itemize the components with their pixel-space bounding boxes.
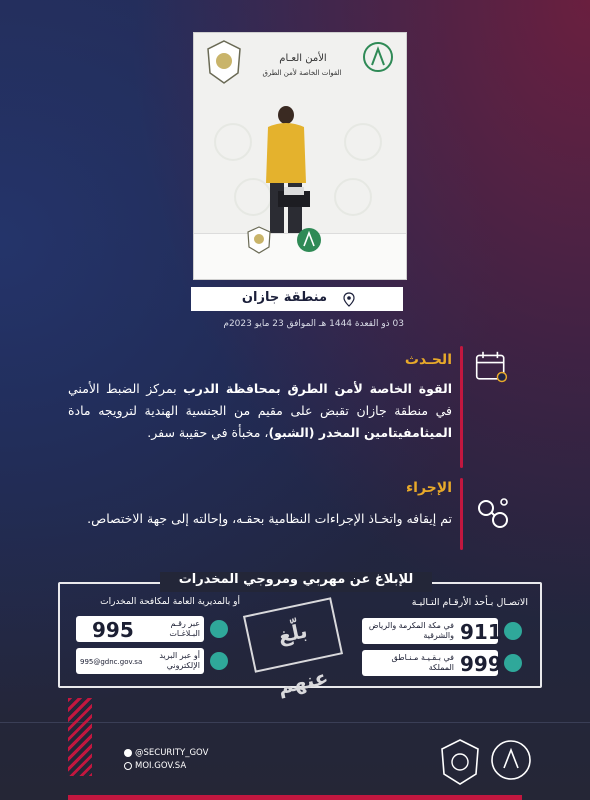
gdnc-number-value: 995 bbox=[92, 618, 134, 642]
bottom-accent-bar bbox=[68, 795, 522, 800]
photo-header-subtitle: القوات الخاصة لأمن الطرق bbox=[262, 69, 342, 77]
decorative-hatch bbox=[68, 698, 92, 776]
handcuffs-icon bbox=[474, 494, 514, 534]
action-divider bbox=[460, 478, 463, 550]
email-icon bbox=[210, 652, 228, 670]
photo-header-title: الأمن العـام bbox=[279, 53, 327, 64]
suspect-figure bbox=[256, 105, 316, 235]
watermark-emblem-icon bbox=[334, 178, 372, 216]
phone-icon bbox=[210, 620, 228, 638]
event-text-2: ، مخبأة في حقيبة سفر. bbox=[147, 425, 269, 440]
desk-emblem-icon bbox=[294, 225, 324, 255]
hotline-999[interactable] bbox=[362, 650, 502, 676]
news-photo bbox=[193, 32, 407, 280]
globe-icon bbox=[124, 762, 132, 770]
contact-box-title: للإبلاغ عن مهربي ومروجي المخدرات bbox=[160, 572, 432, 592]
phone-icon bbox=[504, 654, 522, 672]
seized-items-icon bbox=[274, 185, 314, 209]
twitter-icon bbox=[124, 749, 132, 757]
calendar-icon bbox=[474, 350, 510, 386]
website-text: MOI.GOV.SA bbox=[135, 761, 187, 771]
contact-left-heading: الاتصـال بـأحد الأرقـام التـاليـة bbox=[411, 597, 528, 608]
hotline-label: في بـقـيـة مـنـاطق المملكة bbox=[391, 653, 454, 672]
gdnc-number-label: عبر رقـم البـلاغـات bbox=[169, 619, 200, 638]
event-text-1: بمركز الضبط الأمني في منطقة جازان تقبض على مقيم من الجنسية الهندية لترويجه مادة bbox=[68, 381, 452, 418]
twitter-handle-text: @SECURITY_GOV bbox=[135, 748, 209, 758]
hotline-911[interactable] bbox=[362, 618, 502, 644]
action-title: الإجراء bbox=[406, 480, 452, 496]
website-link[interactable] bbox=[124, 761, 186, 771]
watermark-emblem-icon bbox=[214, 123, 252, 161]
event-bold-lead: القوة الخاصة لأمن الطرق بمحافظة الدرب bbox=[183, 381, 452, 396]
public-security-logo-icon bbox=[438, 738, 482, 786]
hotline-number: 999 bbox=[460, 652, 502, 676]
location-bar bbox=[191, 287, 403, 311]
gdnc-number[interactable] bbox=[76, 616, 204, 642]
event-bold-drug: الميثامفيتامين المخدر (الشبو) bbox=[268, 425, 452, 440]
gdnc-email[interactable] bbox=[76, 648, 204, 674]
security-badge-icon bbox=[204, 39, 244, 85]
hotline-number: 911 bbox=[460, 620, 502, 644]
location-pin-icon bbox=[343, 292, 355, 307]
phone-icon bbox=[504, 622, 522, 640]
email-address: 995@gdnc.gov.sa bbox=[80, 658, 143, 666]
event-divider bbox=[460, 346, 463, 468]
twitter-handle[interactable] bbox=[124, 748, 208, 758]
event-body bbox=[68, 378, 452, 444]
contact-right-heading: أو بالمديرية العامة لمكافحة المخدرات bbox=[100, 597, 240, 607]
watermark-emblem-icon bbox=[344, 123, 382, 161]
saudi-emblem-icon bbox=[360, 39, 396, 81]
date-line: 03 ذو القعدة 1444 هـ الموافق 23 مايو 2023م bbox=[223, 319, 404, 329]
action-body: تم إيقافه واتخـاذ الإجراءات النظامية بحقـه، وإحالته إلى جهة الاختصاص. bbox=[87, 511, 452, 526]
location-label: منطقة جازان bbox=[241, 290, 327, 305]
desk-badge-icon bbox=[246, 225, 272, 255]
ministry-interior-logo-icon bbox=[488, 736, 534, 786]
report-them-stamp: بلّغ عنهم bbox=[243, 597, 343, 672]
event-title: الحـدث bbox=[404, 352, 452, 368]
email-label: أو عبر البريد الإلكتروني bbox=[159, 651, 200, 670]
hotline-label: في مكة المكرمة والرياض والشرقية bbox=[368, 621, 454, 640]
